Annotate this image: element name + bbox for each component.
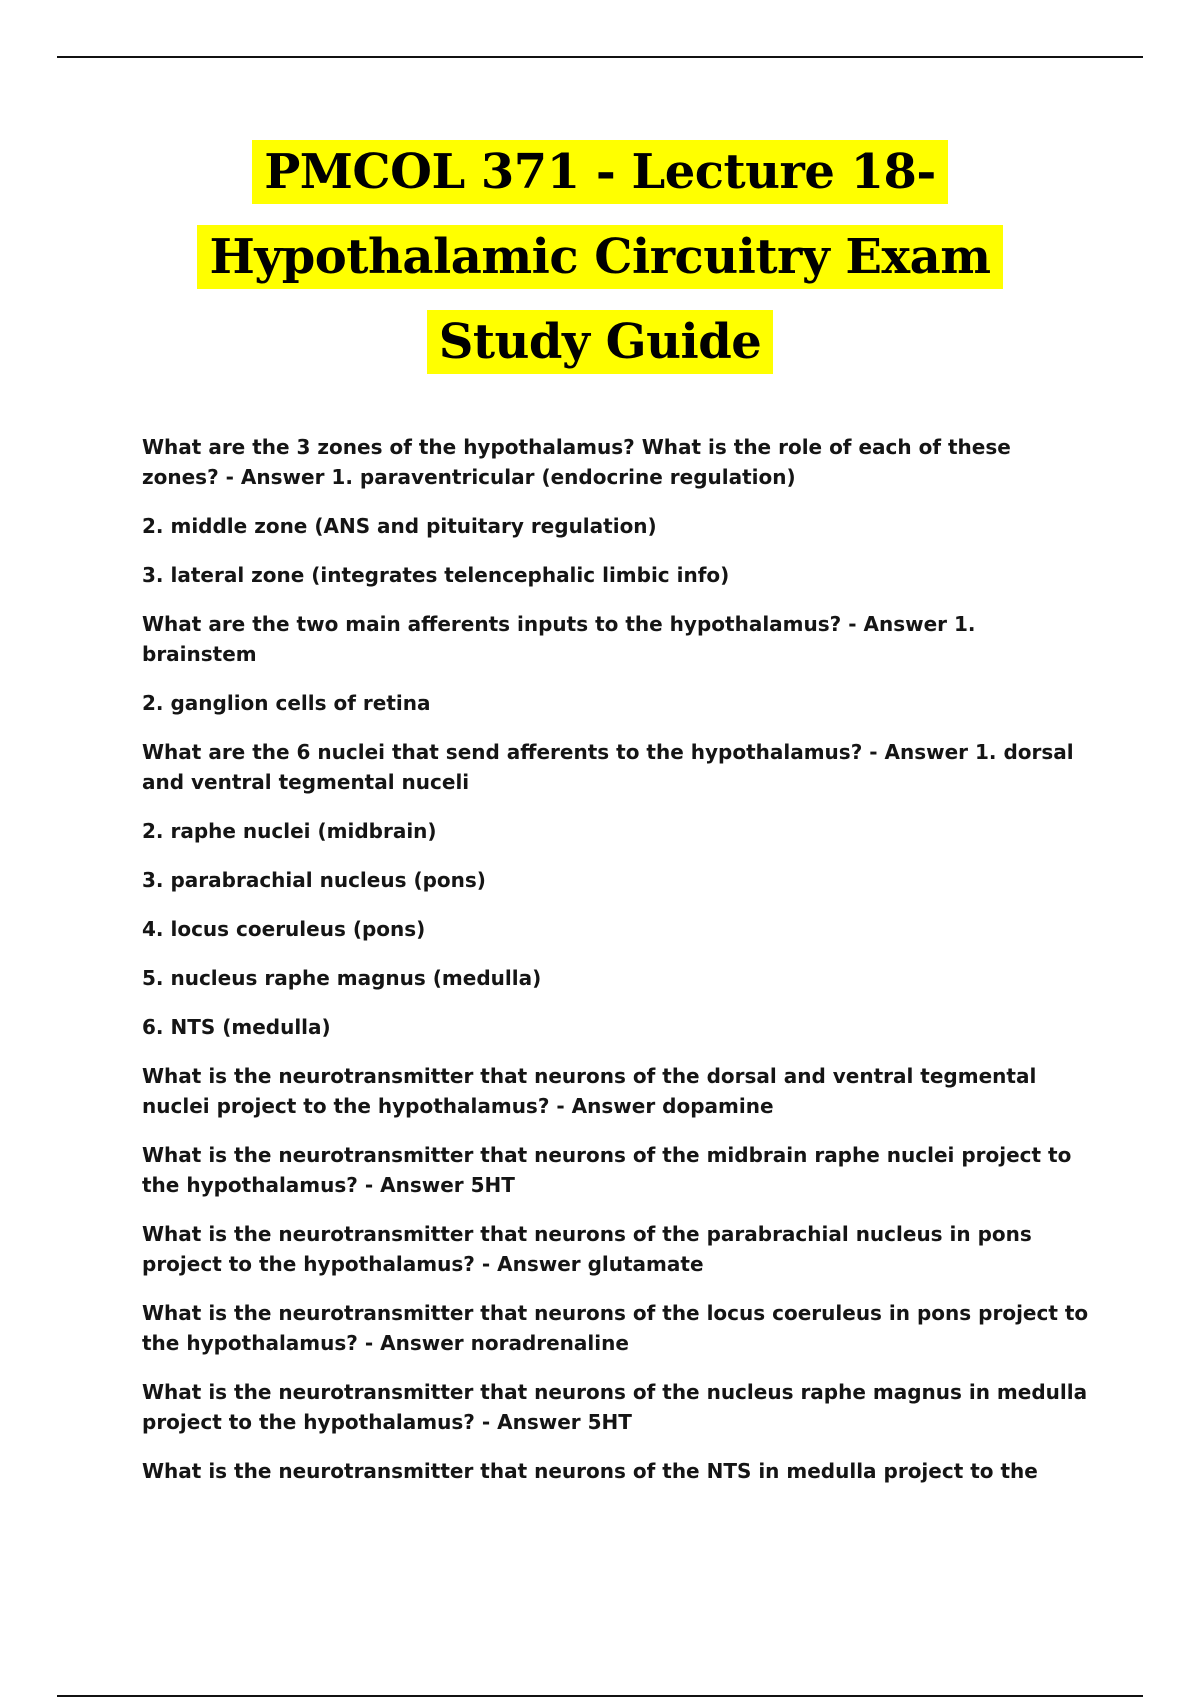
paragraph: 2. middle zone (ANS and pituitary regulation) [142,514,657,538]
title-line-1-text: PMCOL 371 - Lecture 18- [252,140,948,204]
paragraph: 6. NTS (medulla) [142,1015,331,1039]
paragraph: 3. lateral zone (integrates telencephalic limbic info) [142,563,730,587]
paragraph: What is the neurotransmitter that neurons of the parabrachial nucleus in pons project to the hypothalamus? - Answer glutamate [142,1222,1032,1276]
paragraph: 5. nucleus raphe magnus (medulla) [142,966,542,990]
paragraph: 3. parabrachial nucleus (pons) [142,868,486,892]
paragraph: What is the neurotransmitter that neurons of the dorsal and ventral tegmental nuclei project to the hypothalamus? - Answer dopamine [142,1064,1037,1118]
title-line-2-text: Hypothalamic Circuitry Exam [197,225,1002,289]
title-line-3-text: Study Guide [427,310,774,374]
title-line-3 [0,310,1200,385]
paragraph: 2. raphe nuclei (midbrain) [142,819,437,843]
title-line-2 [0,225,1200,300]
document-title [0,140,1200,395]
paragraph: What is the neurotransmitter that neurons of the nucleus raphe magnus in medulla project to the hypothalamus? - Answer 5HT [142,1380,1088,1434]
paragraph: What is the neurotransmitter that neurons of the NTS in medulla project to the [142,1459,1038,1483]
top-rule [57,56,1143,58]
bottom-rule [57,1695,1143,1697]
study-guide-body [142,432,1092,1505]
paragraph: 2. ganglion cells of retina [142,691,431,715]
paragraph: What is the neurotransmitter that neurons of the locus coeruleus in pons project to the hypothalamus? - Answer noradrenaline [142,1301,1089,1355]
paragraph: What are the 6 nuclei that send afferents to the hypothalamus? - Answer 1. dorsal and ventral tegmental nuceli [142,740,1074,794]
title-line-1 [0,140,1200,215]
paragraph: What is the neurotransmitter that neurons of the midbrain raphe nuclei project to the hypothalamus? - Answer 5HT [142,1143,1072,1197]
paragraph: What are the 3 zones of the hypothalamus? What is the role of each of these zones? - Answer 1. paraventricular (endocrine regulation) [142,435,1011,489]
paragraph: What are the two main afferents inputs to the hypothalamus? - Answer 1. brainstem [142,612,976,666]
paragraph: 4. locus coeruleus (pons) [142,917,426,941]
